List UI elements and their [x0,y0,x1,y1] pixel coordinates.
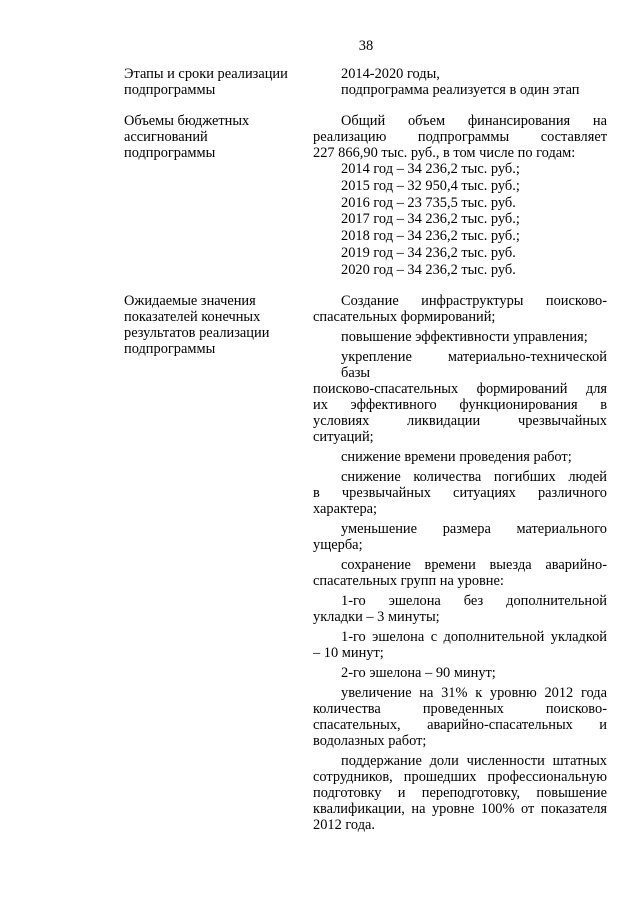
result-paragraph [313,665,607,681]
result-line: поддержание доли численности штатных [341,753,607,769]
year-item: 2018 год – 34 236,2 тыс. руб.; [341,228,520,245]
year-item: 2015 год – 32 950,4 тыс. руб.; [341,177,520,194]
label-line: результатов реализации [124,325,270,341]
result-line: сотрудников, прошедших профессиональную [313,769,607,785]
result-line: уменьшение размера материального [341,521,607,537]
result-line: водолазных работ; [313,733,427,749]
result-line: в чрезвычайных ситуациях различного [313,485,607,501]
result-line: 2012 года. [313,817,376,833]
result-paragraph [313,685,607,749]
year-item: 2017 год – 34 236,2 тыс. руб.; [341,211,520,228]
label-results [124,293,304,357]
result-line: 2-го эшелона – 90 минут; [341,665,496,681]
label-line: подпрограммы [124,341,216,357]
page-number: 38 [358,38,374,54]
text-line: 2014-2020 годы, [341,66,440,82]
text-line: подпрограмма реализуется в один этап [341,82,580,98]
result-paragraph [313,557,607,589]
result-line: количества проведенных поисково- [313,701,607,717]
value-budget [313,113,607,279]
year-item: 2016 год – 23 735,5 тыс. руб. [341,194,516,211]
label-line: подпрограммы [124,82,216,98]
result-paragraph [313,469,607,517]
label-line: Объемы бюджетных [124,113,250,129]
result-line: Создание инфраструктуры поисково- [341,293,607,309]
result-line: 1-го эшелона с дополнительной укладкой [341,629,607,645]
result-line: квалификации, на уровне 100% от показателя [313,801,607,817]
label-line: Ожидаемые значения [124,293,256,309]
result-paragraph [313,593,607,625]
result-line: снижение количества погибших людей [341,469,607,485]
result-line: условиях ликвидации чрезвычайных [313,413,607,429]
year-list [313,161,607,279]
result-paragraph [313,329,607,345]
result-line: спасательных формирований; [313,309,496,325]
year-item: 2019 год – 34 236,2 тыс. руб. [341,244,516,261]
result-line: сохранение времени выезда аварийно- [341,557,607,573]
result-line: ущерба; [313,537,363,553]
label-stages [124,66,304,98]
result-line: их эффективного функционирования в [313,397,607,413]
value-results [313,293,607,837]
text-line: 227 866,90 тыс. руб., в том числе по годам: [313,145,576,161]
result-paragraph [313,521,607,553]
value-stages [313,66,607,98]
result-paragraph [313,349,607,445]
result-line: спасательных, аварийно-спасательных и [313,717,607,733]
result-line: ситуаций; [313,429,374,445]
result-line: подготовку и переподготовку, повышение [313,785,607,801]
label-line: подпрограммы [124,145,216,161]
result-line: снижение времени проведения работ; [341,449,572,465]
result-line: спасательных групп на уровне: [313,573,504,589]
label-line: показателей конечных [124,309,261,325]
result-line: 1-го эшелона без дополнительной [341,593,607,609]
result-line: поисково-спасательных формирований для [313,381,607,397]
result-line: укладки – 3 минуты; [313,609,440,625]
result-line: увеличение на 31% к уровню 2012 года [341,685,607,701]
result-paragraph [313,293,607,325]
text-line: реализацию подпрограммы составляет [313,129,607,145]
year-item: 2020 год – 34 236,2 тыс. руб. [341,261,516,278]
result-line: повышение эффективности управления; [341,329,588,345]
label-line: Этапы и сроки реализации [124,66,288,82]
result-paragraph [313,753,607,833]
result-line: укрепление материально-технической базы [341,349,607,381]
result-line: – 10 минут; [313,645,384,661]
result-paragraph [313,449,607,465]
label-line: ассигнований [124,129,208,145]
label-budget [124,113,304,161]
year-item: 2014 год – 34 236,2 тыс. руб.; [341,161,520,177]
text-line: Общий объем финансирования на [341,113,607,129]
result-line: характера; [313,501,378,517]
result-paragraph [313,629,607,661]
